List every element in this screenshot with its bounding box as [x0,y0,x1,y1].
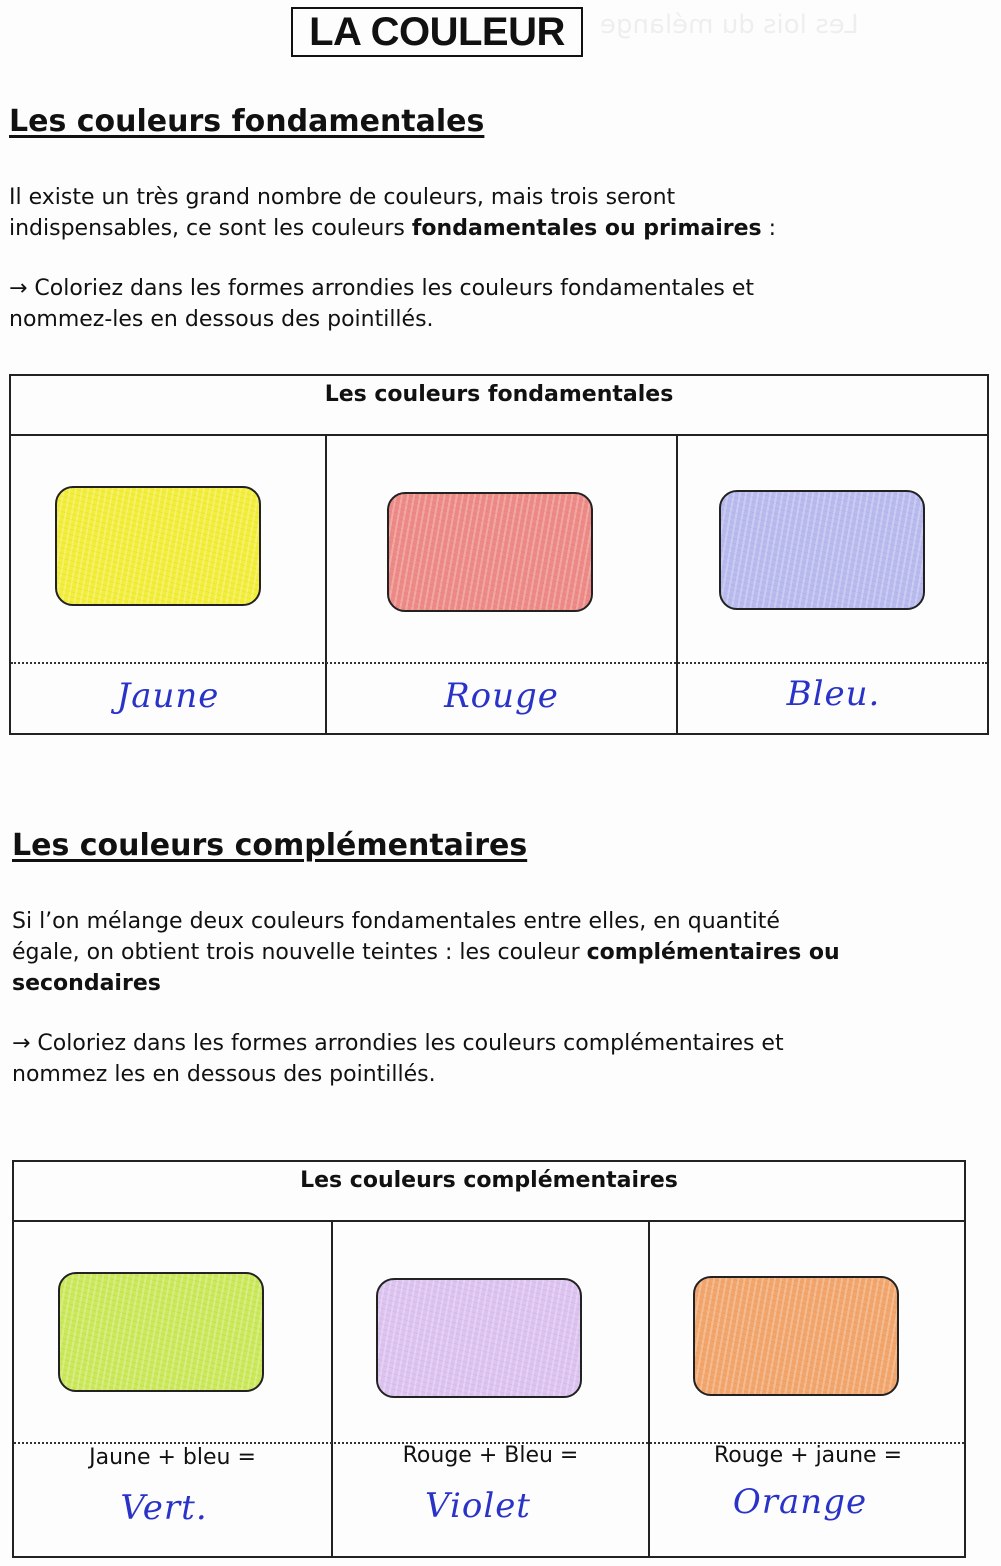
intro-line [12,968,840,999]
table-complementaires [12,1160,966,1558]
color-swatch-green[interactable] [58,1272,264,1392]
table-fondamentales [9,374,989,735]
instruction-fondamentales [9,273,754,335]
answer-vert: Vert. [120,1488,208,1528]
table-header: Les couleurs fondamentales [11,376,987,436]
instruction-line: → Coloriez dans les formes arrondies les couleurs complémentaires et [12,1031,784,1056]
show-through-text: Les lois du mélange [600,10,859,40]
color-swatch-red[interactable] [387,492,593,612]
formula-vert: Jaune + bleu = [89,1445,256,1470]
bold-term: secondaires [12,971,161,996]
dotted-line [11,662,987,664]
color-swatch-blue[interactable] [719,490,925,610]
color-swatch-violet[interactable] [376,1278,582,1398]
answer-rouge: Rouge [444,676,559,716]
instruction-line: nommez-les en dessous des pointillés. [9,307,434,332]
color-swatch-yellow[interactable] [55,486,261,606]
answer-orange: Orange [732,1482,868,1522]
answer-violet: Violet [425,1486,531,1526]
instruction-complementaires [12,1028,784,1090]
bold-term: fondamentales ou primaires [411,216,762,241]
intro-line: Si l’on mélange deux couleurs fondamentales entre elles, en quantité [12,909,780,934]
answer-jaune: Jaune [116,676,220,716]
intro-paragraph-fondamentales [9,182,776,244]
formula-orange: Rouge + jaune = [713,1443,903,1468]
instruction-line: → Coloriez dans les formes arrondies les couleurs fondamentales et [9,276,755,301]
intro-line: Il existe un très grand nombre de couleurs, mais trois seront [9,185,676,210]
section-heading-complementaires: Les couleurs complémentaires [12,828,528,863]
table-header: Les couleurs complémentaires [14,1162,964,1222]
formula-violet: Rouge + Bleu = [402,1443,579,1468]
section-heading-fondamentales: Les couleurs fondamentales [9,104,485,139]
intro-paragraph-complementaires [12,906,840,999]
bold-term: complémentaires ou [586,940,840,965]
intro-line: indispensables, ce sont les couleurs fondamentales ou primaires : [9,216,777,241]
answer-bleu: Bleu. [786,674,881,714]
instruction-line: nommez les en dessous des pointillés. [12,1062,436,1087]
color-swatch-orange[interactable] [693,1276,899,1396]
intro-line: égale, on obtient trois nouvelle teintes : les couleur complémentaires ou [12,940,840,965]
page-title: LA COULEUR [291,7,583,57]
